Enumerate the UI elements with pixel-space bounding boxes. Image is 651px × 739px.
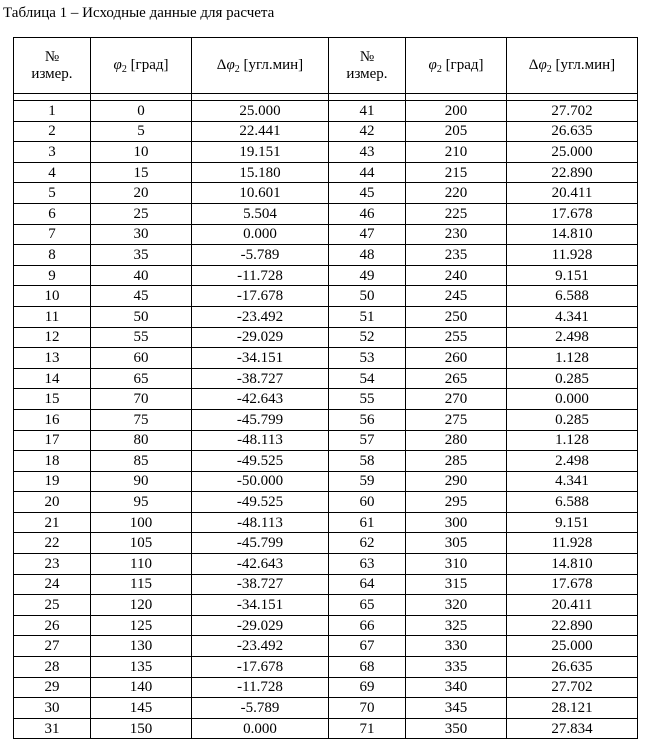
cell-dphi-right: 6.588	[507, 492, 638, 513]
cell-dphi-right: 11.928	[507, 533, 638, 554]
cell-dphi-left: -49.525	[192, 451, 329, 472]
table-row	[14, 512, 638, 533]
cell-number-right: 51	[329, 306, 406, 327]
header-row	[14, 38, 638, 94]
cell-dphi-right: 1.128	[507, 348, 638, 369]
cell-phi-left: 90	[91, 471, 192, 492]
cell-number-right: 68	[329, 657, 406, 678]
table-row	[14, 615, 638, 636]
cell-phi-right: 235	[406, 245, 507, 266]
cell-dphi-right: 2.498	[507, 327, 638, 348]
cell-phi-right: 240	[406, 265, 507, 286]
cell-phi-right: 290	[406, 471, 507, 492]
cell-phi-left: 60	[91, 348, 192, 369]
cell-phi-right: 335	[406, 657, 507, 678]
cell-phi-right: 205	[406, 121, 507, 142]
cell-dphi-right: 11.928	[507, 245, 638, 266]
cell-dphi-left: 0.000	[192, 718, 329, 739]
cell-dphi-left: -5.789	[192, 245, 329, 266]
cell-dphi-left: -11.728	[192, 677, 329, 698]
phi-subscript: 2	[121, 64, 127, 75]
cell-dphi-right: 26.635	[507, 121, 638, 142]
table-row	[14, 306, 638, 327]
cell-dphi-right: 27.834	[507, 718, 638, 739]
blank-cell	[406, 94, 507, 101]
cell-number-left: 8	[14, 245, 91, 266]
cell-dphi-left: -48.113	[192, 512, 329, 533]
cell-number-right: 53	[329, 348, 406, 369]
cell-phi-right: 280	[406, 430, 507, 451]
cell-dphi-right: 26.635	[507, 657, 638, 678]
cell-phi-right: 340	[406, 677, 507, 698]
cell-number-left: 21	[14, 512, 91, 533]
cell-phi-right: 310	[406, 554, 507, 575]
cell-dphi-right: 14.810	[507, 554, 638, 575]
table-row	[14, 286, 638, 307]
cell-number-right: 45	[329, 183, 406, 204]
cell-phi-right: 320	[406, 595, 507, 616]
cell-number-right: 57	[329, 430, 406, 451]
cell-phi-right: 265	[406, 368, 507, 389]
blank-cell	[14, 94, 91, 101]
cell-dphi-right: 4.341	[507, 306, 638, 327]
cell-phi-left: 35	[91, 245, 192, 266]
cell-number-right: 64	[329, 574, 406, 595]
cell-number-right: 44	[329, 162, 406, 183]
cell-number-right: 63	[329, 554, 406, 575]
cell-phi-right: 315	[406, 574, 507, 595]
table-row	[14, 677, 638, 698]
cell-dphi-right: 6.588	[507, 286, 638, 307]
cell-number-right: 49	[329, 265, 406, 286]
cell-number-right: 66	[329, 615, 406, 636]
phi-subscript: 2	[436, 64, 442, 75]
cell-phi-left: 105	[91, 533, 192, 554]
table-caption: Таблица 1 – Исходные данные для расчета	[3, 5, 275, 21]
dphi-unit: [угл.мин]	[243, 57, 304, 73]
cell-phi-left: 80	[91, 430, 192, 451]
blank-cell	[507, 94, 638, 101]
cell-dphi-left: 19.151	[192, 142, 329, 163]
cell-phi-right: 220	[406, 183, 507, 204]
cell-number-left: 2	[14, 121, 91, 142]
cell-number-left: 18	[14, 451, 91, 472]
cell-phi-left: 50	[91, 306, 192, 327]
header-number-right	[329, 38, 406, 94]
cell-phi-left: 75	[91, 409, 192, 430]
cell-number-left: 16	[14, 409, 91, 430]
dphi-unit: [угл.мин]	[555, 57, 616, 73]
cell-number-left: 25	[14, 595, 91, 616]
table-row	[14, 533, 638, 554]
cell-phi-right: 305	[406, 533, 507, 554]
header-number-symbol: №	[44, 48, 60, 65]
table-row	[14, 595, 638, 616]
cell-dphi-right: 20.411	[507, 595, 638, 616]
cell-number-right: 48	[329, 245, 406, 266]
phi-symbol: φ	[428, 57, 437, 73]
cell-number-right: 56	[329, 409, 406, 430]
cell-number-right: 52	[329, 327, 406, 348]
cell-number-right: 69	[329, 677, 406, 698]
cell-number-left: 28	[14, 657, 91, 678]
cell-phi-right: 225	[406, 203, 507, 224]
cell-dphi-left: -42.643	[192, 389, 329, 410]
cell-phi-left: 100	[91, 512, 192, 533]
cell-dphi-left: -45.799	[192, 409, 329, 430]
phi-symbol: φ	[538, 57, 547, 73]
cell-dphi-left: 0.000	[192, 224, 329, 245]
table-row	[14, 348, 638, 369]
header-phi-right	[406, 38, 507, 94]
cell-phi-left: 135	[91, 657, 192, 678]
cell-number-right: 70	[329, 698, 406, 719]
table-row	[14, 657, 638, 678]
cell-dphi-left: -42.643	[192, 554, 329, 575]
cell-dphi-left: -49.525	[192, 492, 329, 513]
table-row	[14, 327, 638, 348]
cell-phi-left: 85	[91, 451, 192, 472]
phi-symbol: φ	[113, 57, 122, 73]
cell-phi-left: 10	[91, 142, 192, 163]
cell-number-left: 19	[14, 471, 91, 492]
cell-number-right: 54	[329, 368, 406, 389]
cell-number-left: 4	[14, 162, 91, 183]
cell-phi-right: 255	[406, 327, 507, 348]
table-row	[14, 224, 638, 245]
cell-number-left: 31	[14, 718, 91, 739]
cell-dphi-right: 14.810	[507, 224, 638, 245]
cell-number-right: 55	[329, 389, 406, 410]
cell-phi-left: 125	[91, 615, 192, 636]
cell-phi-right: 350	[406, 718, 507, 739]
cell-number-right: 46	[329, 203, 406, 224]
cell-phi-right: 345	[406, 698, 507, 719]
cell-number-right: 67	[329, 636, 406, 657]
cell-number-left: 3	[14, 142, 91, 163]
cell-number-left: 22	[14, 533, 91, 554]
cell-dphi-right: 22.890	[507, 162, 638, 183]
table-row	[14, 389, 638, 410]
blank-cell	[192, 94, 329, 101]
header-number-label: измер.	[346, 65, 388, 82]
cell-number-right: 60	[329, 492, 406, 513]
header-number-label: измер.	[31, 65, 73, 82]
cell-dphi-left: 25.000	[192, 101, 329, 122]
cell-phi-right: 230	[406, 224, 507, 245]
cell-phi-left: 40	[91, 265, 192, 286]
cell-phi-right: 300	[406, 512, 507, 533]
cell-dphi-left: -29.029	[192, 615, 329, 636]
cell-number-left: 10	[14, 286, 91, 307]
cell-dphi-right: 2.498	[507, 451, 638, 472]
cell-phi-right: 250	[406, 306, 507, 327]
table-row	[14, 121, 638, 142]
table-row	[14, 245, 638, 266]
cell-phi-left: 150	[91, 718, 192, 739]
table-row	[14, 574, 638, 595]
phi-subscript: 2	[234, 64, 240, 75]
cell-number-right: 47	[329, 224, 406, 245]
table-row	[14, 203, 638, 224]
table-row	[14, 492, 638, 513]
cell-dphi-left: -17.678	[192, 657, 329, 678]
cell-phi-right: 275	[406, 409, 507, 430]
header-dphi-right	[507, 38, 638, 94]
cell-number-left: 6	[14, 203, 91, 224]
cell-dphi-left: 10.601	[192, 183, 329, 204]
cell-dphi-left: -34.151	[192, 348, 329, 369]
table-row	[14, 430, 638, 451]
cell-number-right: 58	[329, 451, 406, 472]
cell-dphi-right: 0.285	[507, 409, 638, 430]
cell-phi-left: 110	[91, 554, 192, 575]
cell-number-left: 26	[14, 615, 91, 636]
spacer-row	[14, 94, 638, 101]
cell-dphi-left: -5.789	[192, 698, 329, 719]
cell-number-left: 29	[14, 677, 91, 698]
cell-dphi-left: 15.180	[192, 162, 329, 183]
cell-dphi-right: 9.151	[507, 265, 638, 286]
table-row	[14, 183, 638, 204]
cell-dphi-right: 17.678	[507, 574, 638, 595]
header-number-symbol: №	[359, 48, 375, 65]
table-row	[14, 718, 638, 739]
cell-phi-right: 270	[406, 389, 507, 410]
cell-number-left: 17	[14, 430, 91, 451]
cell-dphi-right: 22.890	[507, 615, 638, 636]
cell-phi-left: 95	[91, 492, 192, 513]
cell-number-right: 65	[329, 595, 406, 616]
cell-phi-right: 200	[406, 101, 507, 122]
cell-number-right: 42	[329, 121, 406, 142]
cell-phi-left: 0	[91, 101, 192, 122]
cell-number-left: 7	[14, 224, 91, 245]
table-row	[14, 636, 638, 657]
cell-dphi-left: -23.492	[192, 636, 329, 657]
cell-dphi-right: 17.678	[507, 203, 638, 224]
blank-cell	[329, 94, 406, 101]
cell-phi-left: 65	[91, 368, 192, 389]
cell-dphi-right: 0.285	[507, 368, 638, 389]
cell-number-left: 30	[14, 698, 91, 719]
cell-phi-left: 30	[91, 224, 192, 245]
cell-phi-left: 120	[91, 595, 192, 616]
cell-phi-right: 210	[406, 142, 507, 163]
blank-cell	[91, 94, 192, 101]
table-row	[14, 698, 638, 719]
cell-number-left: 1	[14, 101, 91, 122]
cell-dphi-left: -38.727	[192, 368, 329, 389]
cell-dphi-left: -45.799	[192, 533, 329, 554]
cell-number-right: 43	[329, 142, 406, 163]
data-table	[13, 37, 638, 739]
cell-dphi-left: -38.727	[192, 574, 329, 595]
cell-phi-right: 330	[406, 636, 507, 657]
cell-number-left: 24	[14, 574, 91, 595]
header-phi-left	[91, 38, 192, 94]
header-number-left	[14, 38, 91, 94]
cell-dphi-right: 25.000	[507, 636, 638, 657]
delta-symbol: Δ	[216, 57, 227, 73]
cell-phi-left: 145	[91, 698, 192, 719]
cell-phi-left: 130	[91, 636, 192, 657]
delta-symbol: Δ	[528, 57, 539, 73]
phi-unit: [град]	[130, 57, 169, 73]
cell-dphi-right: 27.702	[507, 677, 638, 698]
table-row	[14, 265, 638, 286]
cell-number-left: 9	[14, 265, 91, 286]
cell-number-left: 11	[14, 306, 91, 327]
cell-dphi-left: -29.029	[192, 327, 329, 348]
cell-number-left: 23	[14, 554, 91, 575]
cell-dphi-right: 1.128	[507, 430, 638, 451]
table-body	[14, 94, 638, 739]
phi-subscript: 2	[546, 64, 552, 75]
cell-dphi-left: 22.441	[192, 121, 329, 142]
cell-number-right: 71	[329, 718, 406, 739]
table-row	[14, 451, 638, 472]
table-row	[14, 554, 638, 575]
table-row	[14, 409, 638, 430]
cell-number-right: 50	[329, 286, 406, 307]
cell-dphi-left: -34.151	[192, 595, 329, 616]
cell-dphi-right: 9.151	[507, 512, 638, 533]
cell-dphi-right: 0.000	[507, 389, 638, 410]
cell-number-right: 62	[329, 533, 406, 554]
cell-dphi-left: -11.728	[192, 265, 329, 286]
table-row	[14, 162, 638, 183]
cell-phi-right: 295	[406, 492, 507, 513]
cell-dphi-right: 20.411	[507, 183, 638, 204]
table-row	[14, 368, 638, 389]
cell-number-left: 27	[14, 636, 91, 657]
cell-dphi-left: 5.504	[192, 203, 329, 224]
cell-number-left: 13	[14, 348, 91, 369]
cell-number-right: 61	[329, 512, 406, 533]
phi-symbol: φ	[226, 57, 235, 73]
cell-dphi-right: 4.341	[507, 471, 638, 492]
cell-dphi-left: -48.113	[192, 430, 329, 451]
table-row	[14, 471, 638, 492]
cell-number-left: 15	[14, 389, 91, 410]
phi-unit: [град]	[445, 57, 484, 73]
cell-number-left: 14	[14, 368, 91, 389]
cell-phi-right: 245	[406, 286, 507, 307]
cell-dphi-left: -23.492	[192, 306, 329, 327]
cell-phi-left: 20	[91, 183, 192, 204]
cell-phi-left: 115	[91, 574, 192, 595]
cell-phi-left: 45	[91, 286, 192, 307]
table-row	[14, 142, 638, 163]
cell-number-right: 59	[329, 471, 406, 492]
cell-number-right: 41	[329, 101, 406, 122]
cell-phi-left: 5	[91, 121, 192, 142]
cell-phi-right: 285	[406, 451, 507, 472]
cell-dphi-left: -50.000	[192, 471, 329, 492]
table-row	[14, 101, 638, 122]
cell-phi-right: 325	[406, 615, 507, 636]
cell-phi-right: 215	[406, 162, 507, 183]
cell-phi-left: 55	[91, 327, 192, 348]
cell-phi-left: 70	[91, 389, 192, 410]
cell-phi-left: 140	[91, 677, 192, 698]
cell-dphi-right: 27.702	[507, 101, 638, 122]
cell-phi-left: 25	[91, 203, 192, 224]
cell-dphi-right: 25.000	[507, 142, 638, 163]
header-dphi-left	[192, 38, 329, 94]
cell-phi-right: 260	[406, 348, 507, 369]
cell-dphi-right: 28.121	[507, 698, 638, 719]
cell-number-left: 12	[14, 327, 91, 348]
cell-number-left: 20	[14, 492, 91, 513]
cell-number-left: 5	[14, 183, 91, 204]
cell-phi-left: 15	[91, 162, 192, 183]
cell-dphi-left: -17.678	[192, 286, 329, 307]
